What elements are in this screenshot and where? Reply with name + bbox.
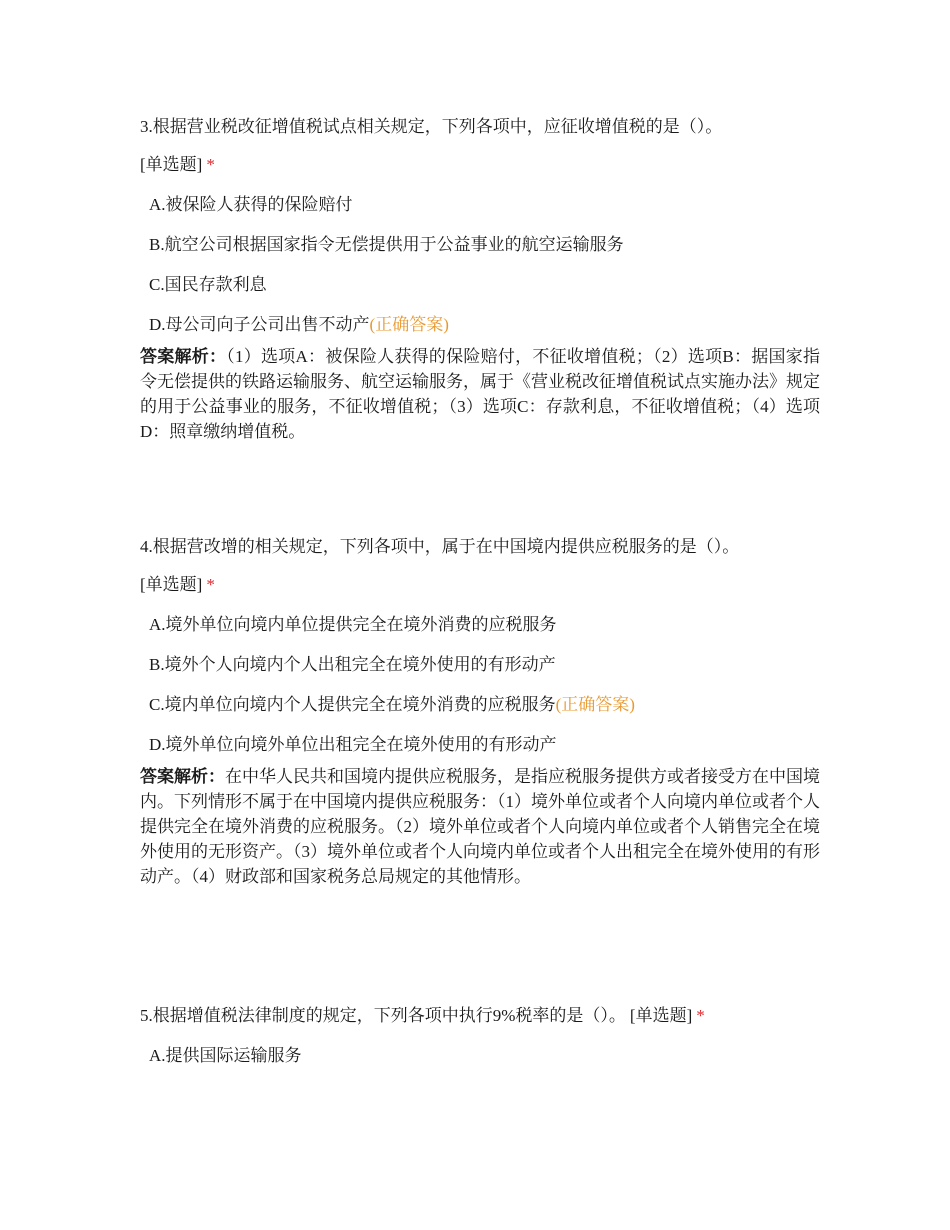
required-mark: *	[206, 155, 215, 174]
option-c[interactable]	[149, 692, 820, 718]
question-title: 3.根据营业税改征增值税试点相关规定，下列各项中，应征收增值税的是（）。	[140, 117, 723, 136]
option-a[interactable]	[149, 1043, 820, 1069]
option-text: D.母公司向子公司出售不动产	[149, 315, 370, 334]
option-text: A.被保险人获得的保险赔付	[149, 195, 353, 214]
option-list	[140, 612, 820, 758]
question-title-text: 5.根据增值税法律制度的规定，下列各项中执行9%税率的是（）。	[140, 1006, 626, 1025]
option-text: B.航空公司根据国家指令无偿提供用于公益事业的航空运输服务	[149, 235, 624, 254]
required-mark: *	[696, 1006, 705, 1025]
correct-answer-label: (正确答案)	[369, 315, 449, 334]
option-text: D.境外单位向境外单位出租完全在境外使用的有形动产	[149, 735, 557, 754]
question-type-label: [单选题]	[140, 575, 203, 594]
question-title	[140, 1003, 820, 1029]
answer-analysis	[140, 764, 820, 889]
question-5	[140, 1003, 820, 1083]
option-c[interactable]	[149, 272, 820, 298]
analysis-text: 在中华人民共和国境内提供应税服务，是指应税服务提供方或者接受方在中国境内。下列情形不属于在中国境内提供应税服务：（1）境外单位或者个人向境内单位或者个人提供完全在境外消费的应税服务。（2）境外单位或者个人向境内单位或者个人销售完全在境外使用的无形资产。（3）境外单位或者个人向境内单位或者个人出租完全在境外使用的有形动产。（4）财政部和国家税务总局规定的其他情形。	[140, 767, 820, 886]
option-a[interactable]	[149, 612, 820, 638]
analysis-text: （1）选项A：被保险人获得的保险赔付，不征收增值税；（2）选项B：据国家指令无偿提供的铁路运输服务、航空运输服务，属于《营业税改征增值税试点实施办法》规定的用于公益事业的服务，不征收增值税；（3）选项C：存款利息，不征收增值税；（4）选项D：照章缴纳增值税。	[140, 347, 820, 441]
option-list	[140, 192, 820, 338]
option-b[interactable]	[149, 652, 820, 678]
option-text: A.境外单位向境内单位提供完全在境外消费的应税服务	[149, 615, 557, 634]
option-text: C.国民存款利息	[149, 275, 267, 294]
option-d[interactable]	[149, 312, 820, 338]
correct-answer-label: (正确答案)	[555, 695, 635, 714]
analysis-label: 答案解析：	[140, 347, 227, 366]
option-text: C.境内单位向境内个人提供完全在境外消费的应税服务	[149, 695, 556, 714]
option-a[interactable]	[149, 192, 820, 218]
answer-analysis	[140, 344, 820, 444]
question-4	[140, 534, 820, 889]
question-type-label: [单选题]	[140, 155, 203, 174]
question-title: 4.根据营改增的相关规定，下列各项中，属于在中国境内提供应税服务的是（）。	[140, 537, 740, 556]
question-3	[140, 114, 820, 444]
option-list	[140, 1043, 820, 1069]
option-text: A.提供国际运输服务	[149, 1046, 302, 1065]
option-text: B.境外个人向境内个人出租完全在境外使用的有形动产	[149, 655, 556, 674]
question-type	[140, 572, 820, 598]
question-type-label: [单选题]	[629, 1006, 693, 1025]
option-b[interactable]	[149, 232, 820, 258]
analysis-label: 答案解析：	[140, 767, 225, 786]
required-mark: *	[206, 575, 215, 594]
question-type	[140, 152, 820, 178]
option-d[interactable]	[149, 732, 820, 758]
